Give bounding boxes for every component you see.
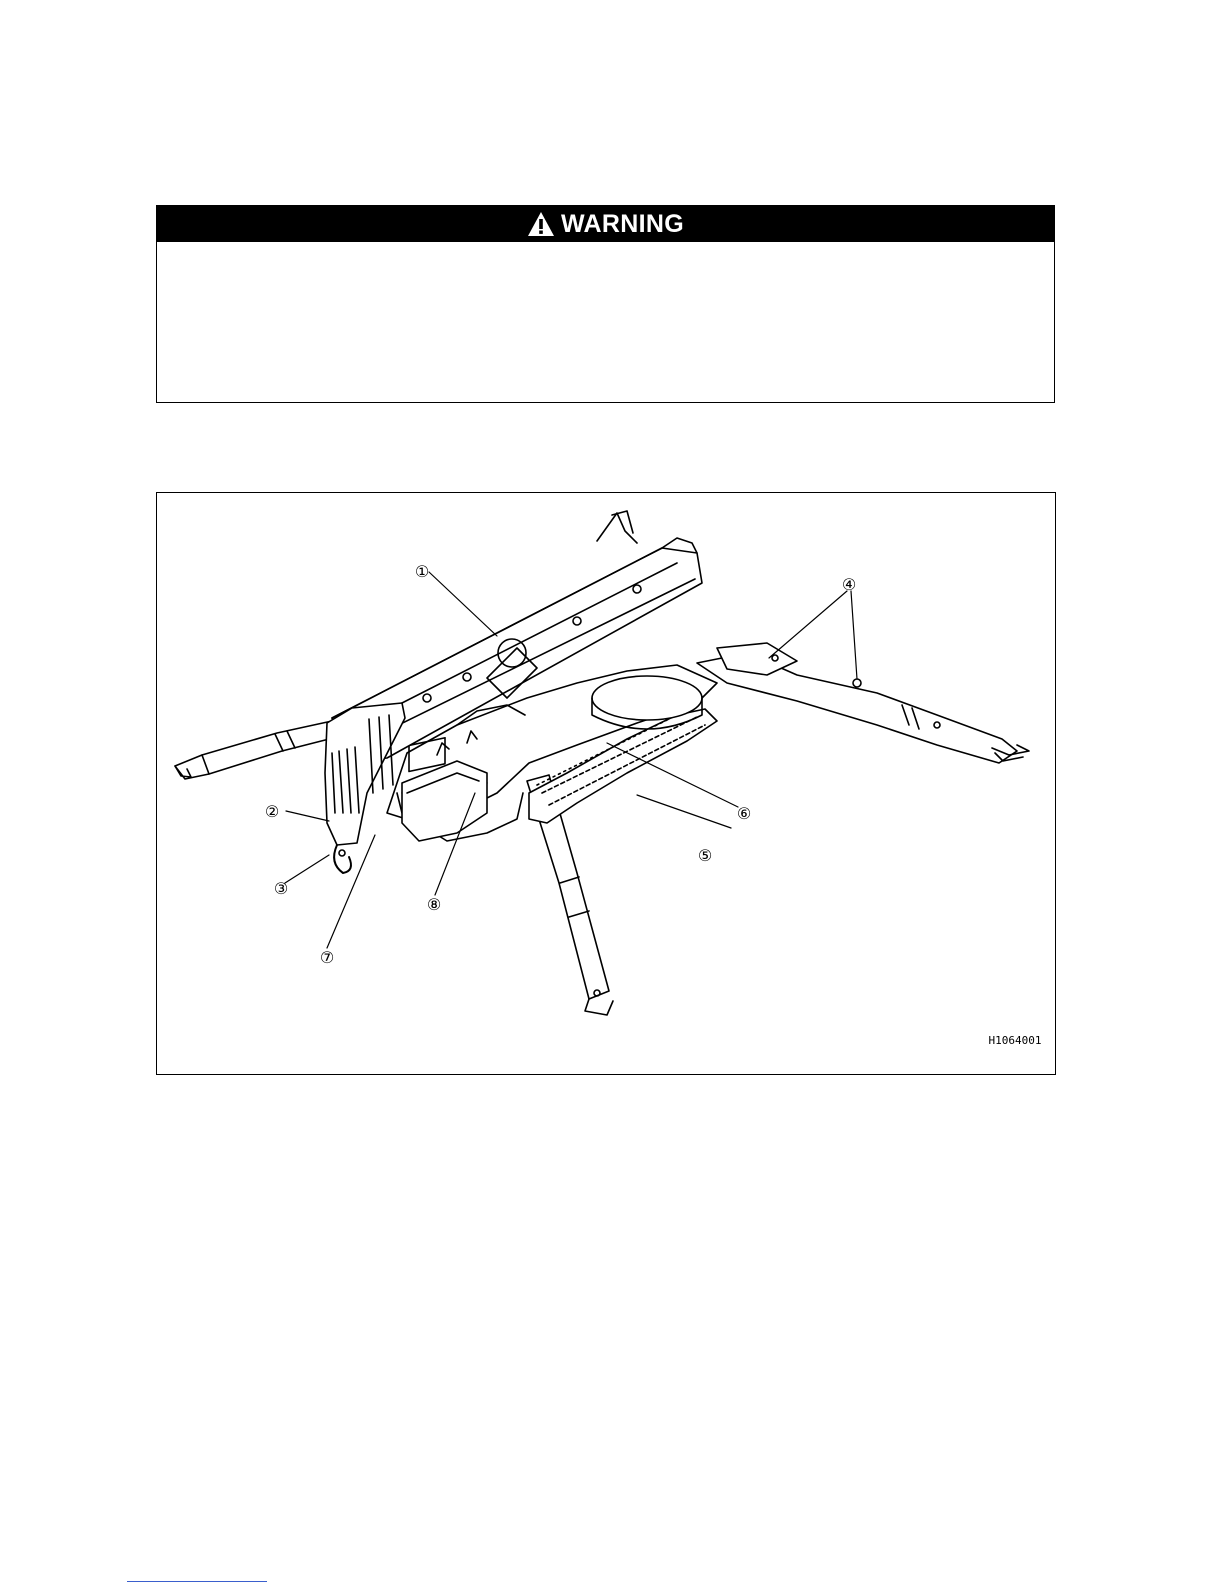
callout-4: ④ — [841, 575, 857, 594]
crane-illustration — [157, 493, 1056, 1075]
callout-1: ① — [414, 562, 430, 581]
warning-title: WARNING — [561, 209, 684, 238]
warning-header — [157, 206, 1054, 242]
figure-box — [156, 492, 1056, 1075]
outrigger-right-rear — [697, 643, 1029, 763]
warning-body — [157, 242, 1054, 402]
footer-rule — [127, 1581, 267, 1582]
figure-id: H1064001 — [988, 1034, 1042, 1047]
outrigger-left-rear — [175, 721, 337, 779]
callout-6: ⑥ — [736, 804, 752, 823]
callout-3: ③ — [273, 879, 289, 898]
callout-5: ⑤ — [697, 846, 713, 865]
warning-box — [156, 205, 1055, 403]
callouts — [265, 562, 1042, 1047]
callout-2: ② — [264, 802, 280, 821]
callout-8: ⑧ — [426, 895, 442, 914]
warning-triangle-icon — [527, 211, 555, 237]
callout-7: ⑦ — [319, 948, 335, 967]
boom-head — [325, 703, 405, 873]
